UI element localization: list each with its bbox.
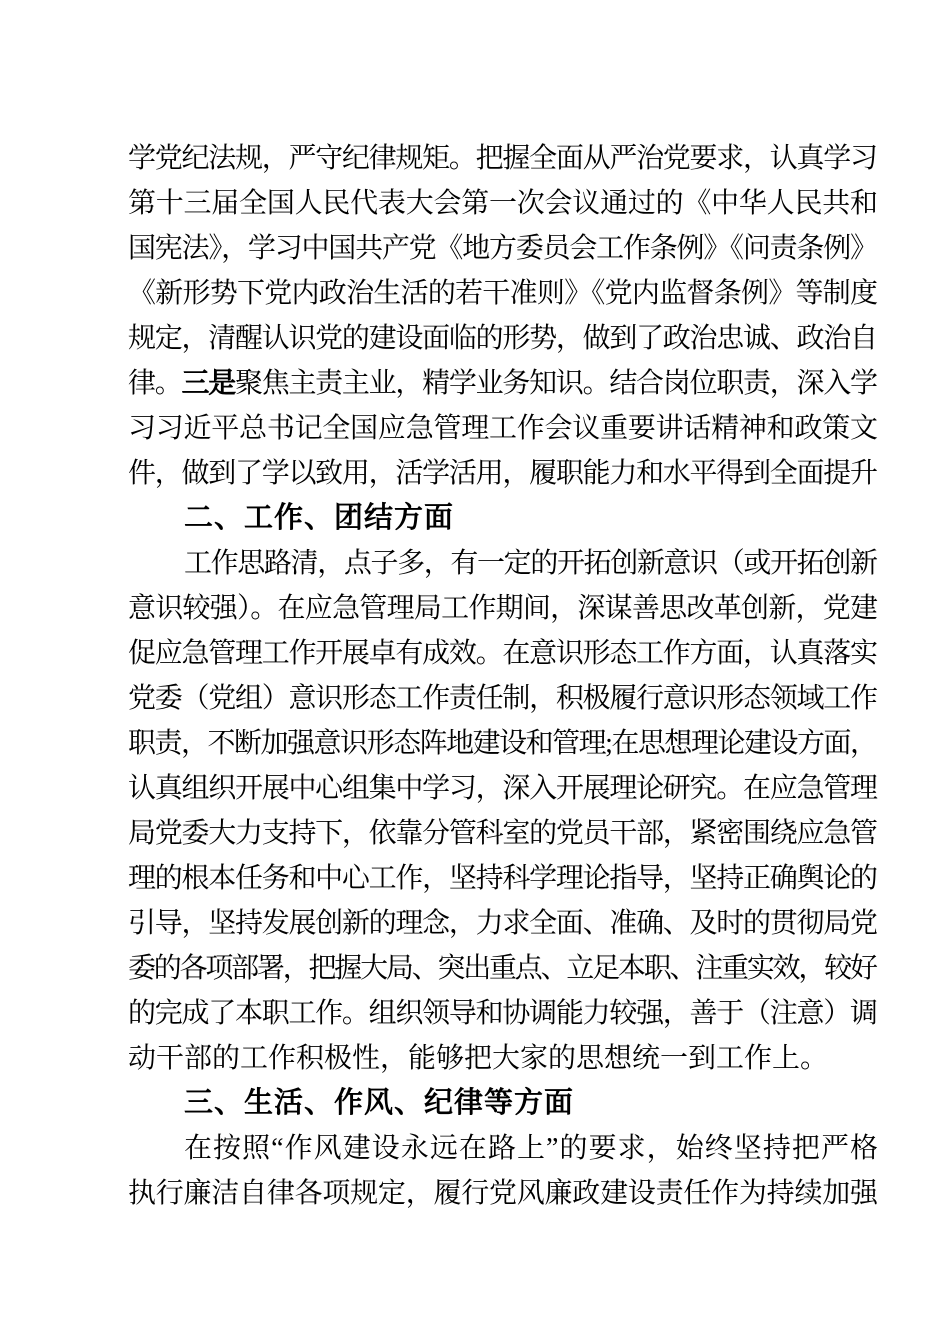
body-text: 的完成了本职工作。组织领导和协调能力较强，善于（注意）调 (128, 998, 877, 1029)
text-line-content (128, 773, 877, 804)
text-line (128, 856, 878, 901)
text-line-content (128, 998, 877, 1029)
text-line-content (128, 1178, 878, 1209)
emphasis-text: 三是 (181, 368, 235, 399)
body-text: 执行廉洁自律各项规定，履行党风廉政建设责任作为持续加强 (128, 1178, 878, 1209)
text-line (128, 991, 878, 1036)
text-line (128, 631, 878, 676)
body-text: 三、生活、作风、纪律等方面 (184, 1087, 575, 1119)
body-text: 第十三届全国人民代表大会第一次会议通过的《中华人民共和 (128, 188, 878, 219)
body-text: 局党委大力支持下，依靠分管科室的党员干部，紧密围绕应急管 (128, 818, 877, 849)
text-line (128, 676, 878, 721)
body-text: 理的根本任务和中心工作，坚持科学理论指导，坚持正确舆论的 (128, 863, 877, 894)
body-text: 党委（党组）意识形态工作责任制，积极履行意识形态领域工作 (128, 683, 877, 714)
text-line (128, 451, 878, 496)
text-line-content (128, 143, 877, 174)
body-text: 认真组织开展中心组集中学习，深入开展理论研究。在应急管理 (128, 773, 877, 804)
text-line (128, 901, 878, 946)
text-line-content (128, 683, 877, 714)
section-heading-text (184, 502, 454, 534)
text-line (128, 541, 878, 586)
body-text: 规定，清醒认识党的建设面临的形势，做到了政治忠诚、政治自 (128, 323, 877, 354)
body-text: 国宪法》，学习中国共产党《地方委员会工作条例》《问责条例》 (128, 233, 877, 264)
body-text: 在按照“作风建设永远在路上”的要求，始终坚持把严格 (184, 1133, 880, 1164)
text-line-content (128, 368, 877, 399)
text-line-content (128, 638, 877, 669)
text-line-content (128, 818, 877, 849)
section-heading (128, 1081, 878, 1126)
text-line-content (128, 728, 877, 759)
text-line (128, 1036, 878, 1081)
text-line (128, 181, 878, 226)
body-text: 《新形势下党内政治生活的若干准则》《党内监督条例》等制度 (128, 278, 878, 309)
body-text: 动干部的工作积极性，能够把大家的思想统一到工作上。 (128, 1043, 829, 1074)
text-line-content (128, 593, 877, 624)
section-heading (128, 496, 878, 541)
text-line (128, 361, 878, 406)
text-line-content (128, 233, 877, 264)
text-line (128, 136, 878, 181)
text-line (128, 946, 878, 991)
document-body (128, 136, 878, 1216)
text-line (128, 766, 878, 811)
text-line-content (128, 863, 877, 894)
body-text: 二、工作、团结方面 (184, 502, 455, 534)
text-line-content (128, 908, 877, 939)
text-line (128, 1126, 878, 1171)
body-text: 委的各项部署，把握大局、突出重点、立足本职、注重实效，较好 (128, 953, 876, 984)
body-text: 促应急管理工作开展卓有成效。在意识形态工作方面，认真落实 (128, 638, 877, 669)
text-line-content (184, 548, 877, 579)
text-line (128, 271, 878, 316)
section-heading-text (184, 1087, 574, 1119)
body-text: 意识较强）。在应急管理局工作期间，深谋善思改革创新，党建 (128, 593, 878, 624)
text-line-content (128, 458, 877, 489)
text-line-content (184, 1133, 879, 1164)
text-line (128, 721, 878, 766)
text-line-content (128, 413, 878, 444)
text-line (128, 226, 878, 271)
text-line-content (128, 953, 876, 984)
body-text: 引导，坚持发展创新的理念，力求全面、准确、及时的贯彻局党 (128, 908, 877, 939)
body-text: 职责，不断加强意识形态阵地建设和管理;在思想理论建设方面， (128, 728, 877, 759)
body-text: 律。 (128, 368, 182, 399)
text-line-content (128, 1043, 828, 1074)
body-text: 件，做到了学以致用，活学活用，履职能力和水平得到全面提升 (128, 458, 877, 489)
text-line-content (128, 278, 877, 309)
body-text: 习习近平总书记全国应急管理工作会议重要讲话精神和政策文 (128, 413, 878, 444)
text-line (128, 586, 878, 631)
text-line (128, 406, 878, 451)
text-line-content (128, 323, 877, 354)
text-line (128, 811, 878, 856)
text-line (128, 316, 878, 361)
text-line (128, 1171, 878, 1216)
body-text: 学党纪法规，严守纪律规矩。把握全面从严治党要求，认真学习 (128, 143, 877, 174)
body-text: 工作思路清，点子多，有一定的开拓创新意识（或开拓创新 (184, 548, 877, 579)
body-text: 聚焦主责主业，精学业务知识。结合岗位职责，深入学 (234, 368, 877, 399)
text-line-content (128, 188, 878, 219)
